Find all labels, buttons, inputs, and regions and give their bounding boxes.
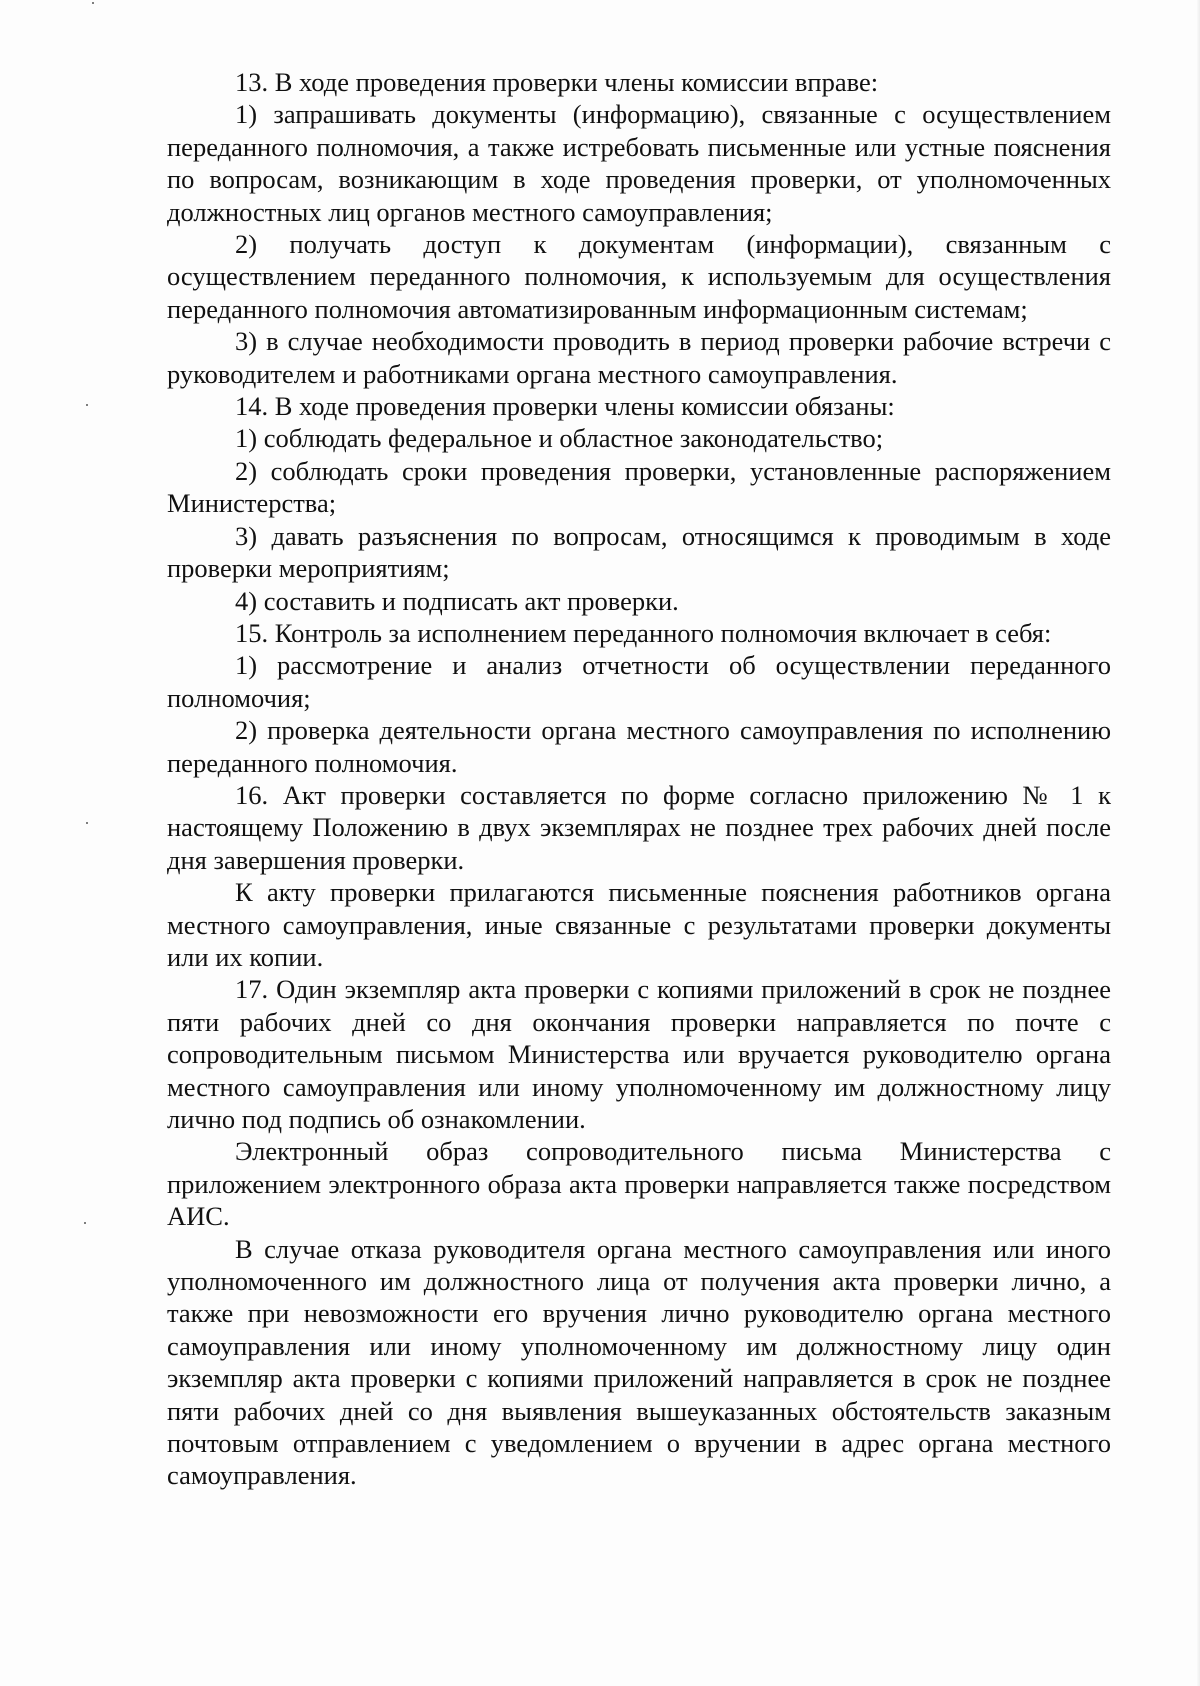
paragraph-15-item-1: 1) рассмотрение и анализ отчетности об осуществлении переданного полномочия; bbox=[167, 650, 1111, 713]
paragraph-13-item-1: 1) запрашивать документы (информацию), связанные с осуществлением переданного полномочия, а также истребовать письменные или устные пояснения по вопросам, возникающим в ходе проведения проверки, от уполномоченных должностных лиц органов местного самоуправления; bbox=[167, 99, 1111, 227]
paragraph-17-electronic: Электронный образ сопроводительного письма Министерства с приложением электронного образа акта проверки направляется также посредством АИС. bbox=[167, 1136, 1111, 1232]
paragraph-17: 17. Один экземпляр акта проверки с копиями приложений в срок не позднее пяти рабочих дней со дня окончания проверки направляется по почте с сопроводительным письмом Министерства или вручается руководителю органа местного самоуправления или иному уполномоченному им должностному лицу лично под подпись об ознакомлении. bbox=[167, 974, 1111, 1134]
scan-speck bbox=[86, 822, 88, 824]
paragraph-13-heading: 13. В ходе проведения проверки члены комиссии вправе: bbox=[235, 67, 879, 97]
scan-edge-shadow bbox=[1196, 0, 1200, 1686]
scan-speck bbox=[92, 2, 94, 4]
scan-speck bbox=[84, 1222, 86, 1224]
paragraph-14-item-2: 2) соблюдать сроки проведения проверки, установленные распоряжением Министерства; bbox=[167, 455, 1111, 519]
paragraph-17-refusal: В случае отказа руководителя органа местного самоуправления или иного уполномоченного им должностного лица от получения акта проверки лично, а также при невозможности его вручения лично руководителю органа местного самоуправления или иному уполномоченному им должностному лицу один экземпляр акта проверки с копиями приложений направляется в срок не позднее пяти рабочих дней со дня выявления вышеуказанных обстоятельств заказным почтовым отправлением с уведомлением о вручении в адрес органа местного самоуправления. bbox=[167, 1233, 1111, 1491]
paragraph-13-item-3: 3) в случае необходимости проводить в период проверки рабочие встречи с руководителем и работниками органа местного самоуправления. bbox=[167, 326, 1111, 389]
paragraph-13-item-2: 2) получать доступ к документам (информации), связанным с осуществлением переданного полномочия, к используемым для осуществления переданного полномочия автоматизированным информационным системам; bbox=[167, 229, 1111, 324]
paragraph-16: 16. Акт проверки составляется по форме согласно приложению № 1 к настоящему Положению в двух экземплярах не позднее трех рабочих дней после дня завершения проверки. bbox=[167, 779, 1111, 875]
paragraph-14-item-3: 3) давать разъяснения по вопросам, относящимся к проводимым в ходе проверки мероприятиям; bbox=[167, 520, 1111, 584]
paragraph-14-item-1: 1) соблюдать федеральное и областное законодательство; bbox=[235, 423, 884, 454]
paragraph-14-item-4: 4) составить и подписать акт проверки. bbox=[235, 585, 679, 616]
paragraph-15-heading: 15. Контроль за исполнением переданного полномочия включает в себя: bbox=[235, 617, 1052, 648]
document-body bbox=[167, 66, 1111, 1492]
paragraph-15-item-2: 2) проверка деятельности органа местного самоуправления по исполнению переданного полномочия. bbox=[167, 715, 1111, 778]
paragraph-14-heading: 14. В ходе проведения проверки члены комиссии обязаны: bbox=[235, 391, 895, 422]
scan-speck bbox=[86, 404, 88, 406]
paragraph-16-attachments: К акту проверки прилагаются письменные пояснения работников органа местного самоуправления, иные связанные с результатами проверки документы или их копии. bbox=[167, 877, 1111, 972]
